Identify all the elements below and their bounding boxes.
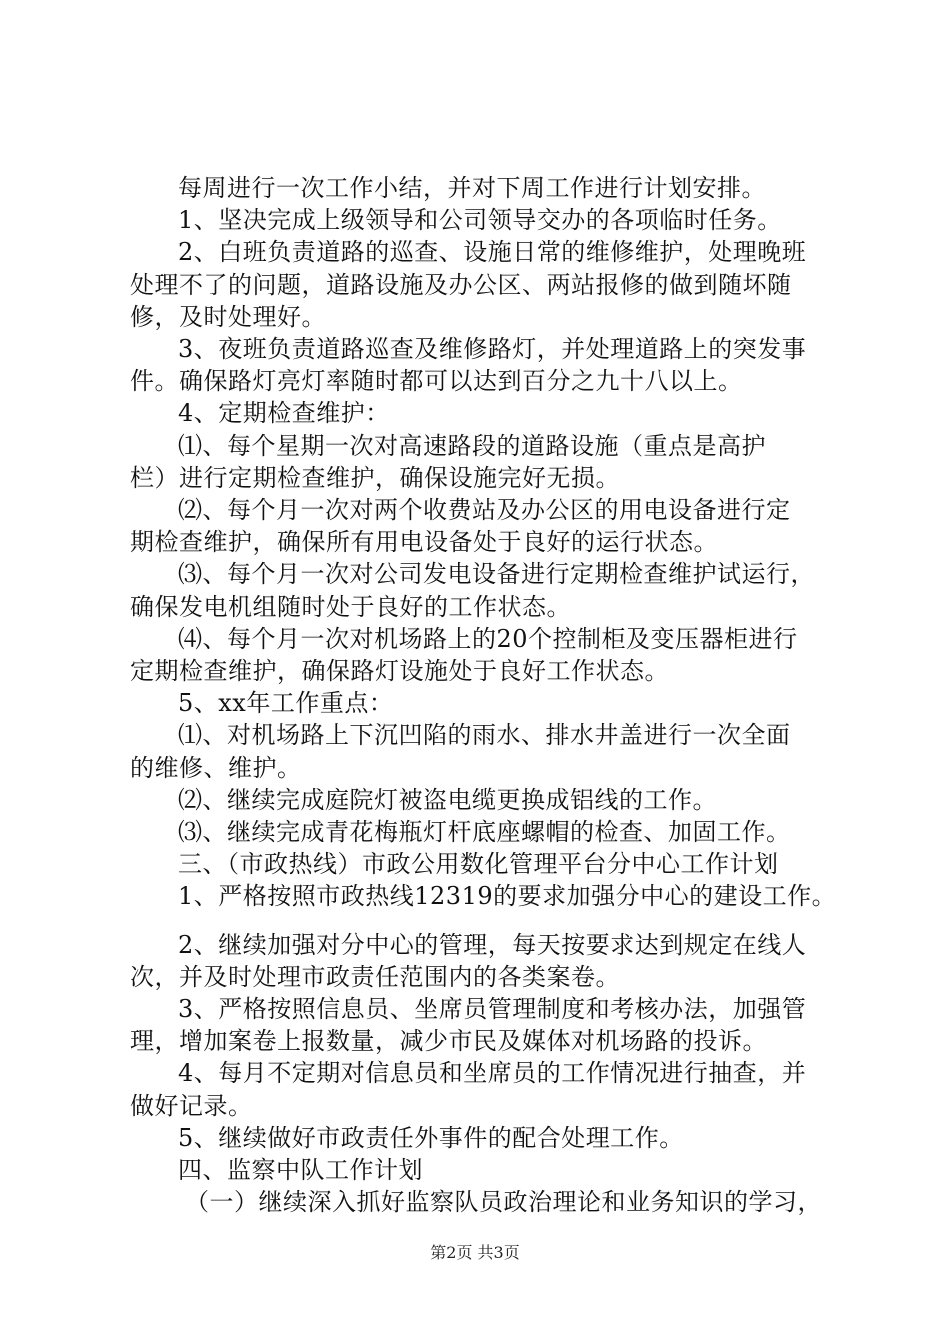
paragraph-line: ⑵、每个月一次对两个收费站及办公区的用电设备进行定 — [178, 496, 791, 524]
paragraph-line: 四、监察中队工作计划 — [178, 1156, 423, 1184]
paragraph-line: 每周进行一次工作小结，并对下周工作进行计划安排。 — [178, 174, 766, 202]
paragraph-line: （一）继续深入抓好监察队员政治理论和业务知识的学习， — [185, 1188, 822, 1217]
paragraph-line: 期检查维护，确保所有用电设备处于良好的运行状态。 — [130, 528, 718, 557]
page-footer: 第2页 共3页 — [430, 1243, 520, 1262]
paragraph-line: ⑶、继续完成青花梅瓶灯杆底座螺帽的检查、加固工作。 — [178, 818, 791, 846]
paragraph-line: 理，增加案卷上报数量，减少市民及媒体对机场路的投诉。 — [130, 1027, 767, 1056]
paragraph-line: 3、严格按照信息员、坐席员管理制度和考核办法，加强管 — [178, 995, 807, 1023]
paragraph-line: 1、坚决完成上级领导和公司领导交办的各项临时任务。 — [178, 206, 782, 235]
paragraph-line: 5、继续做好市政责任外事件的配合处理工作。 — [178, 1123, 684, 1152]
paragraph-line: 修，及时处理好。 — [130, 302, 326, 331]
paragraph-line: ⑶、每个月一次对公司发电设备进行定期检查维护试运行， — [178, 560, 815, 589]
paragraph-line: 的维修、维护。 — [130, 753, 302, 782]
paragraph-line: 1、严格按照市政热线12319的要求加强分中心的建设工作。 — [178, 882, 837, 911]
paragraph-line: 确保发电机组随时处于良好的工作状态。 — [130, 592, 571, 621]
paragraph-line: 2、继续加强对分中心的管理，每天按要求达到规定在线人 — [178, 930, 807, 959]
paragraph-line: ⑷、每个月一次对机场路上的20个控制柜及变压器柜进行 — [178, 624, 798, 653]
paragraph-line: ⑴、每个星期一次对高速路段的道路设施（重点是高护 — [178, 431, 766, 460]
paragraph-line: 栏）进行定期检查维护，确保设施完好无损。 — [130, 463, 620, 492]
paragraph-line: 次，并及时处理市政责任范围内的各类案卷。 — [130, 962, 620, 991]
paragraph-line: 2、白班负责道路的巡查、设施日常的维修维护，处理晚班 — [178, 238, 807, 267]
paragraph-line: 做好记录。 — [130, 1091, 253, 1120]
paragraph-line: 5、xx年工作重点： — [178, 689, 394, 718]
section-heading: 三、（市政热线）市政公用数化管理平台分中心工作计划 — [178, 850, 779, 879]
paragraph-line: 处理不了的问题，道路设施及办公区、两站报修的做到随坏随 — [130, 270, 792, 299]
paragraph-line: 3、夜班负责道路巡查及维修路灯，并处理道路上的突发事 — [178, 335, 807, 363]
paragraph-line: 4、每月不定期对信息员和坐席员的工作情况进行抽查，并 — [178, 1059, 807, 1088]
paragraph-line: 定期检查维护，确保路灯设施处于良好工作状态。 — [130, 657, 669, 685]
paragraph-line: ⑵、继续完成庭院灯被盗电缆更换成铝线的工作。 — [178, 785, 717, 814]
paragraph-line: 4、定期检查维护： — [178, 399, 390, 428]
paragraph-line: ⑴、对机场路上下沉凹陷的雨水、排水井盖进行一次全面 — [178, 721, 791, 750]
paragraph-line: 件。确保路灯亮灯率随时都可以达到百分之九十八以上。 — [130, 367, 743, 396]
